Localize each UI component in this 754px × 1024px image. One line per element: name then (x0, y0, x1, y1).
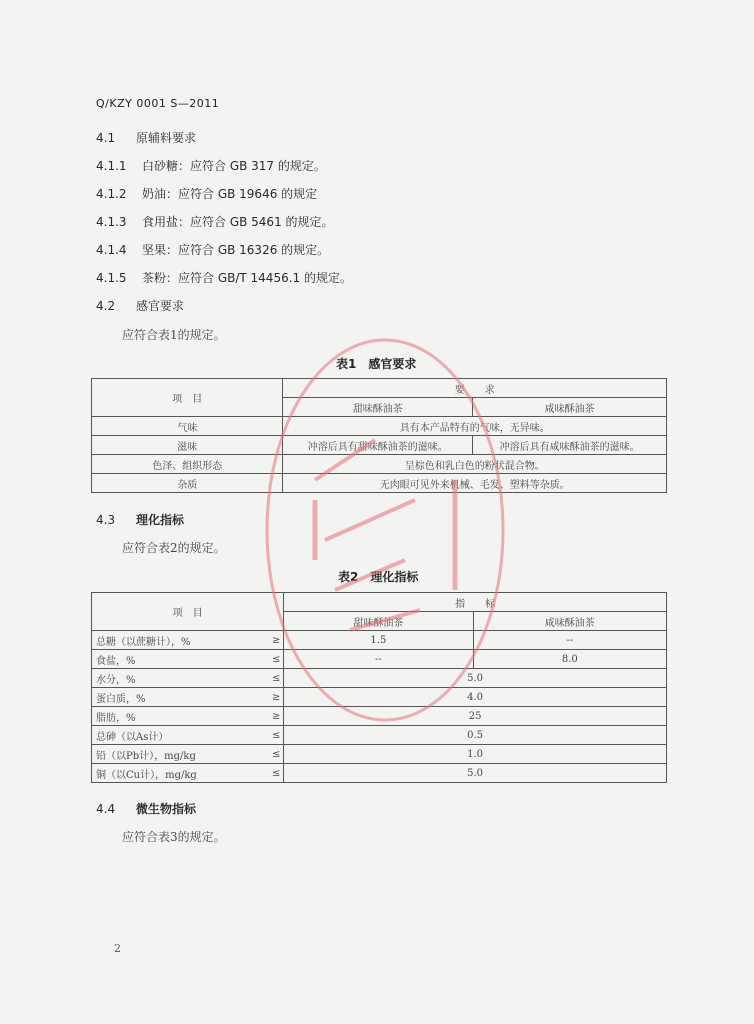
table-row: 总砷（以As计） ≤ 0.5 (92, 726, 667, 745)
table-row: 色泽、组织形态 呈棕色和乳白色的粉状混合物。 (92, 455, 667, 474)
table-row: 蛋白质，% ≥ 4.0 (92, 688, 667, 707)
table1-caption: 表1 感官要求 (336, 357, 417, 371)
table-row: 杂质 无肉眼可见外来机械、毛发、塑料等杂质。 (92, 474, 667, 493)
section-4-2-paragraph: 应符合表1的规定。 (122, 328, 226, 342)
section-4-3: 4.3 理化指标 (96, 513, 185, 527)
page-number: 2 (114, 942, 121, 955)
clause-4-1-5: 4.1.5 茶粉：应符合 GB/T 14456.1 的规定。 (96, 271, 352, 285)
table2-header-sweet: 甜味酥油茶 (284, 612, 473, 631)
clause-4-1-1: 4.1.1 白砂糖：应符合 GB 317 的规定。 (96, 159, 326, 173)
table2-header-item: 项 目 (92, 593, 284, 631)
table1-header-requirement: 要 求 (283, 379, 667, 398)
table-row: 气味 具有本产品特有的气味，无异味。 (92, 417, 667, 436)
section-4-1 (96, 129, 196, 146)
clause-4-1-2: 4.1.2 奶油：应符合 GB 19646 的规定 (96, 187, 318, 201)
table-row: 总糖（以蔗糖计），% ≥ 1.5 -- (92, 631, 667, 650)
table-row: 食盐，% ≤ -- 8.0 (92, 650, 667, 669)
section-4-3-paragraph: 应符合表2的规定。 (122, 541, 226, 555)
table-row: 滋味 冲溶后具有甜味酥油茶的滋味。 冲溶后具有咸味酥油茶的滋味。 (92, 436, 667, 455)
table1-header-salty: 咸味酥油茶 (473, 398, 667, 417)
section-number: 4.1 (96, 131, 116, 145)
table1-header-item: 项 目 (92, 379, 283, 417)
table-row: 脂肪，% ≥ 25 (92, 707, 667, 726)
table2-physicochemical (91, 592, 667, 783)
table1-header-sweet: 甜味酥油茶 (283, 398, 473, 417)
table2-caption: 表2 理化指标 (338, 570, 419, 584)
clause-4-1-3: 4.1.3 食用盐：应符合 GB 5461 的规定。 (96, 215, 334, 229)
clause-4-1-4: 4.1.4 坚果：应符合 GB 16326 的规定。 (96, 243, 330, 257)
table1-sensory (91, 378, 667, 493)
section-4-4: 4.4 微生物指标 (96, 802, 197, 816)
table-row: 铅（以Pb计），mg/kg ≤ 1.0 (92, 745, 667, 764)
document-code: Q/KZY 0001 S—2011 (96, 97, 220, 110)
section-4-4-paragraph: 应符合表3的规定。 (122, 830, 226, 844)
section-title: 原辅料要求 (136, 131, 197, 145)
table-row: 铜（以Cu计），mg/kg ≤ 5.0 (92, 764, 667, 783)
table-row: 水分，% ≤ 5.0 (92, 669, 667, 688)
table2-header-salty: 咸味酥油茶 (473, 612, 666, 631)
table2-header-indicator: 指 标 (284, 593, 667, 612)
section-4-2: 4.2 感官要求 (96, 299, 185, 313)
